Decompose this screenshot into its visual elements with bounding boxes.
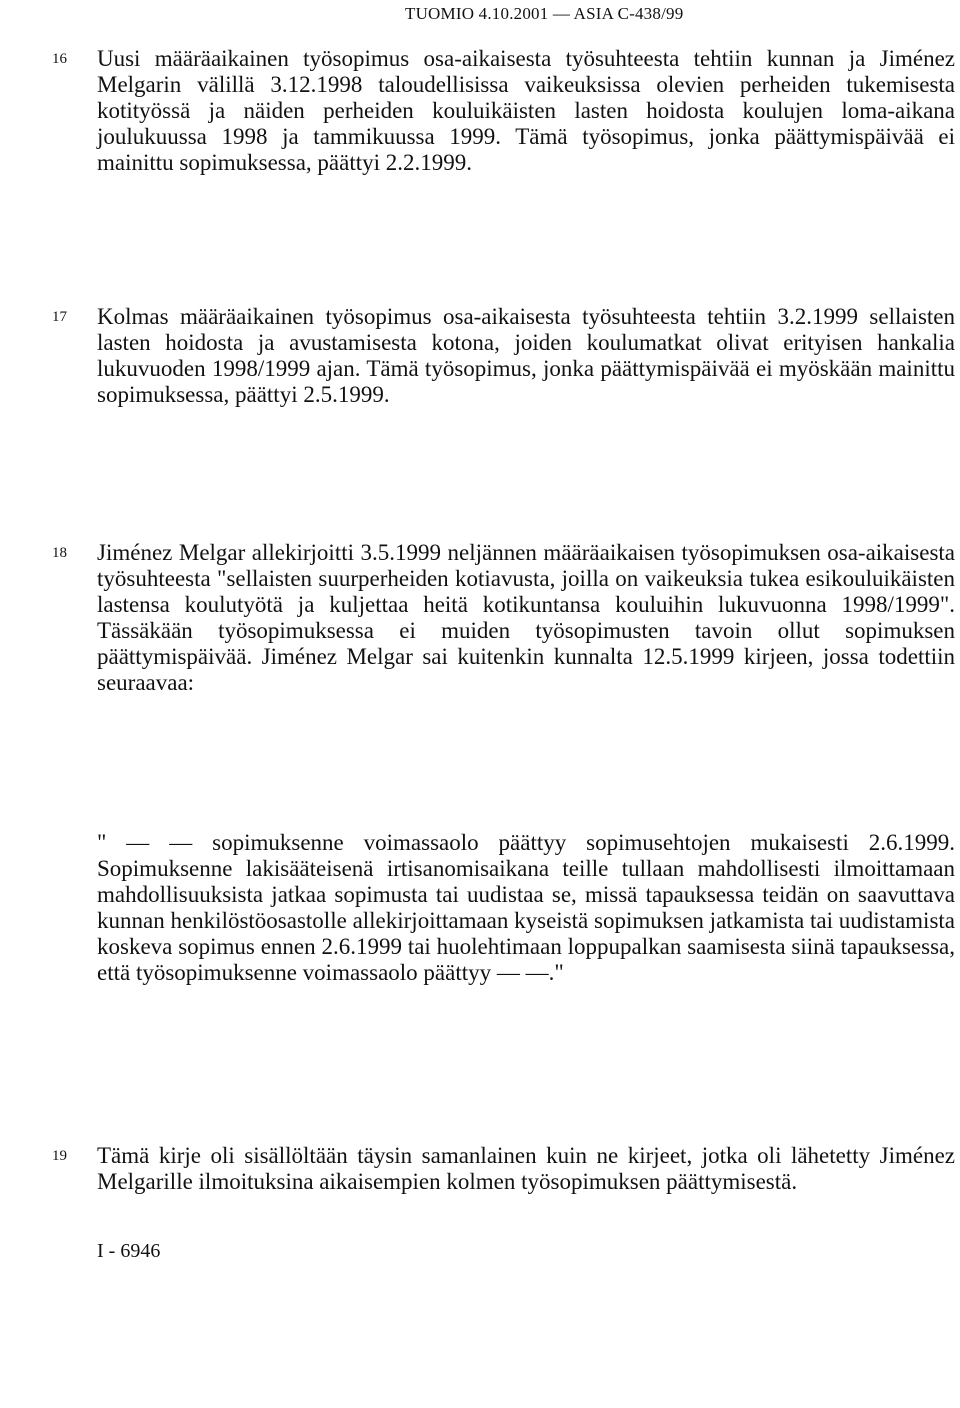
paragraph-text: Jiménez Melgar allekirjoitti 3.5.1999 neljännen määräaikaisen työsopimuksen osa-aikaisesta työsuhteesta "sellaisten suurperheiden kotiavusta, joilla on vaikeuksia tukea esikouluikäisten lastensa koulutyötä ja kuljettaa heitä kotikuntansa kouluihin lukuvuonna 1998/1999". Tässäkään työsopimuksessa ei muiden työsopimusten tavoin ollut sopimuksen päättymispäivää. Jiménez Melgar sai kuitenkin kunnalta 12.5.1999 kirjeen, jossa todettiin seuraavaa: — [97, 540, 955, 695]
quoted-letter: " — — sopimuksenne voimassaolo päättyy sopimusehtojen mukaisesti 2.6.1999. Sopimuksenne lakisääteisenä irtisanomisaikana teille tullaan mahdollisesti ilmoittamaan mahdollisuuksista jatkaa sopimusta tai uudistaa se, missä tapauksessa teidän on saavuttava kunnan henkilöstöosastolle allekirjoittamaan kyseistä sopimuksen jatkamista tai uudistamista koskeva sopimus ennen 2.6.1999 tai huolehtimaan loppupalkan saamisesta siinä tapauksessa, että työsopimuksenne voimassaolo päättyy — —." — [97, 830, 955, 985]
paragraph-text: Tämä kirje oli sisällöltään täysin samanlainen kuin ne kirjeet, jotka oli lähetetty Jiménez Melgarille ilmoituksina aikaisempien kolmen työsopimuksen päättymisestä. — [97, 1143, 955, 1194]
paragraph-number: 18 — [52, 545, 67, 561]
paragraph-number: 19 — [52, 1148, 67, 1164]
paragraph-text: Kolmas määräaikainen työsopimus osa-aikaisesta työsuhteesta tehtiin 3.2.1999 sellaisten lasten hoidosta ja avustamisesta kotona, joiden koulumatkat olivat erityisen hankalia lukuvuoden 1998/1999 ajan. Tämä työsopimus, jonka päättymispäivää ei myöskään mainittu sopimuksessa, päättyi 2.5.1999. — [97, 304, 955, 407]
paragraph-number: 17 — [52, 309, 67, 325]
paragraph-number: 16 — [52, 51, 67, 67]
page-header: TUOMIO 4.10.2001 — ASIA C-438/99 — [405, 4, 684, 23]
paragraph-text: Uusi määräaikainen työsopimus osa-aikaisesta työsuhteesta tehtiin kunnan ja Jiménez Melgarin välillä 3.12.1998 taloudellisissa vaikeuksissa olevien perheiden tukemisesta kotityössä ja näiden perheiden kouluikäisten lasten hoidosta koulujen loma-aikana joulukuussa 1998 ja tammikuussa 1999. Tämä työsopimus, jonka päättymispäivää ei mainittu sopimuksessa, päättyi 2.2.1999. — [97, 46, 955, 175]
page-number: I - 6946 — [97, 1240, 161, 1262]
